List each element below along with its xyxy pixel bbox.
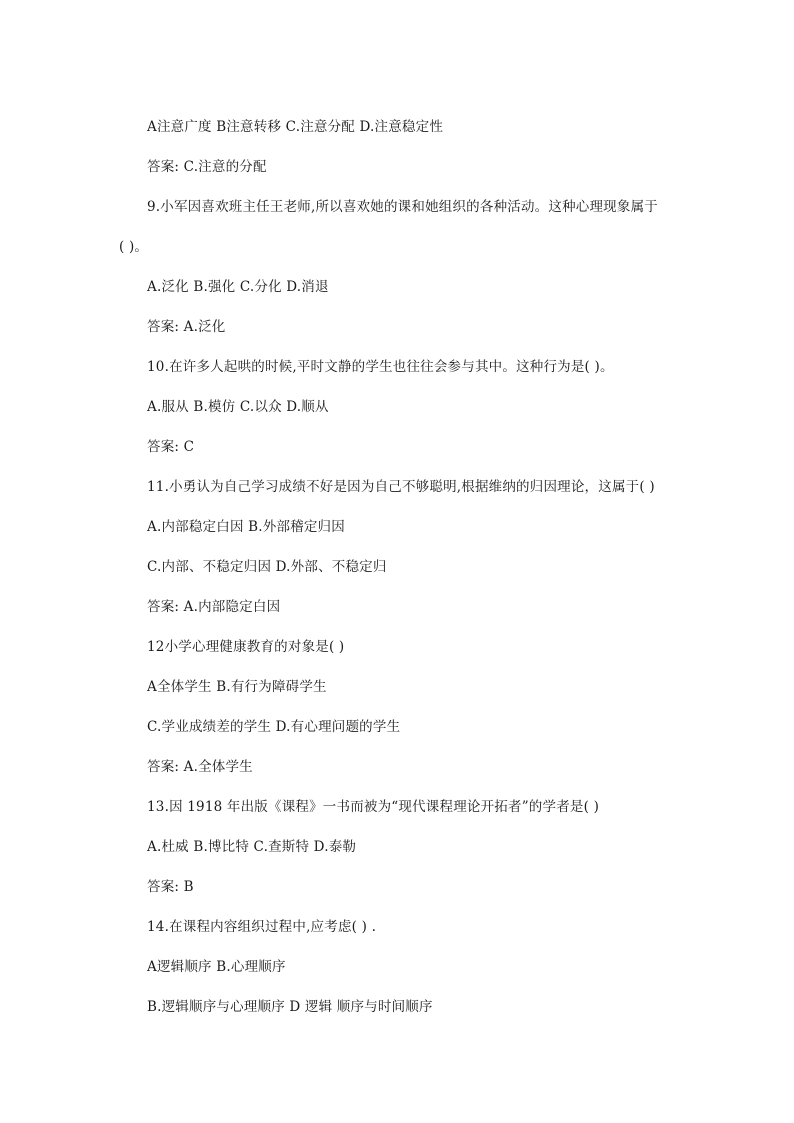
q12-answer: 答案: A.全体学生: [147, 759, 253, 775]
q10-answer: 答案: C: [147, 439, 195, 455]
q10-options: A.服从 B.模仿 C.以众 D.顺从: [147, 399, 329, 415]
q12-question: 12小学心理健康教育的对象是( ): [147, 639, 345, 655]
q8-answer: 答案: C.注意的分配: [147, 159, 267, 175]
q13-answer: 答案: B: [147, 879, 194, 895]
q13-question: 13.因 1918 年出版《课程》一书而被为“现代课程理论开拓者”的学者是( ): [147, 799, 600, 815]
q8-options: A注意广度 B注意转移 C.注意分配 D.注意稳定性: [147, 119, 444, 135]
q14-options-1: A逻辑顺序 B.心理顺序: [147, 959, 286, 975]
q9-answer: 答案: A.泛化: [147, 319, 226, 335]
q14-question: 14.在课程内容组织过程中,应考虑( ) .: [147, 919, 377, 935]
q12-options-2: C.学业成绩差的学生 D.有心理问题的学生: [147, 719, 401, 735]
q11-options-1: A.内部稳定白因 B.外部稽定归因: [147, 519, 345, 535]
q9-question: 9.小军因喜欢班主任王老师,所以喜欢她的课和她组织的各种活动。这种心理现象属于: [147, 199, 658, 215]
q12-options-1: A全体学生 B.有行为障碍学生: [147, 679, 327, 695]
q11-options-2: C.内部、不稳定归因 D.外部、不稳定归: [147, 559, 387, 575]
q11-question: 11.小勇认为自己学习成绩不好是因为自己不够聪明,根据维纳的归因理论，这属于( ): [147, 479, 655, 495]
q11-answer: 答案: A.内部隐定白因: [147, 599, 281, 615]
q9-question-continued: ( )。: [119, 239, 149, 255]
q10-question: 10.在许多人起哄的时候,平时文静的学生也往往会参与其中。这种行为是( )。: [147, 359, 614, 375]
q9-options: A.泛化 B.强化 C.分化 D.消退: [147, 279, 329, 295]
q14-options-2: B.逻辑顺序与心理顺序 D 逻辑 顺序与时间顺序: [147, 999, 433, 1015]
q13-options: A.杜威 B.博比特 C.查斯特 D.泰勒: [147, 839, 357, 855]
